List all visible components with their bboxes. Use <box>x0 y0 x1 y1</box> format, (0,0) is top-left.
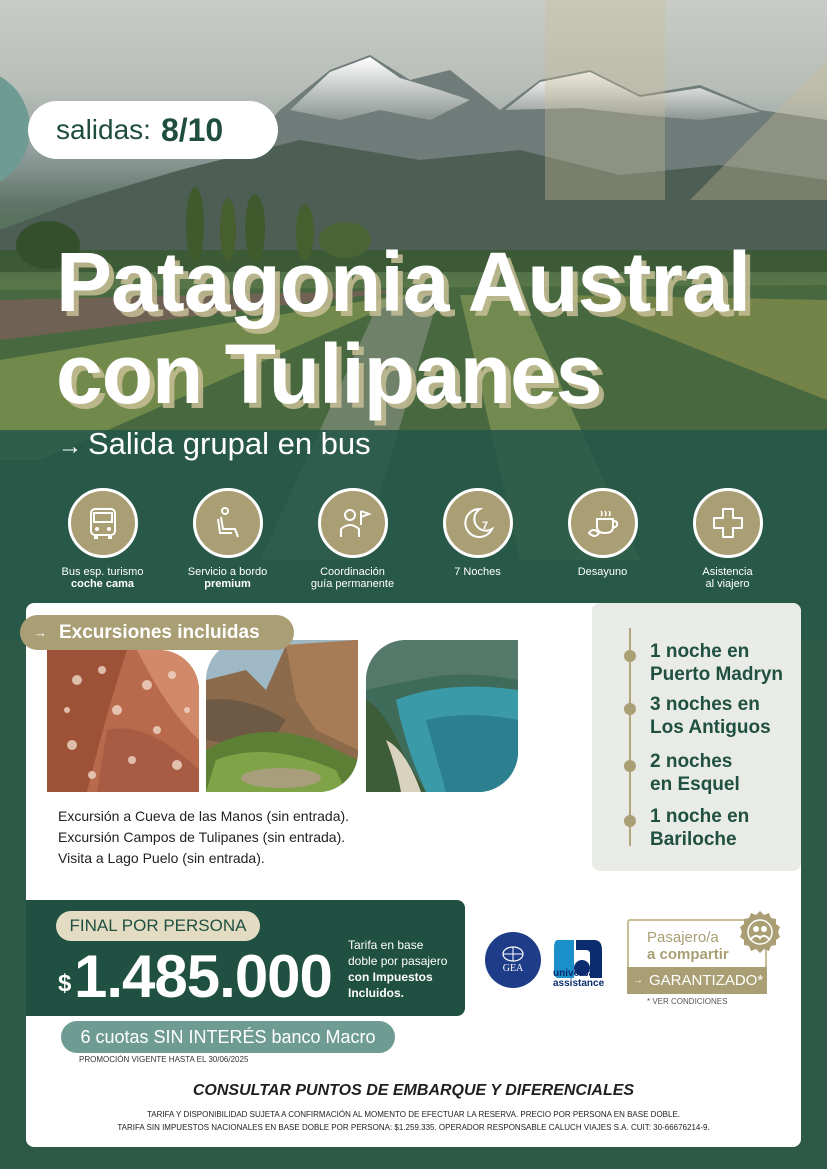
title-line-1: Patagonia Austral <box>56 235 751 329</box>
itinerary-line2: Los Antiguos <box>650 717 771 738</box>
feature-guide-line1: Coordinación <box>320 566 385 578</box>
ver-condiciones: * VER CONDICIONES <box>647 997 728 1006</box>
feature-guide-line2: guía permanente <box>310 578 395 590</box>
decorative-shapes <box>540 0 827 200</box>
list-item: Excursión a Cueva de las Manos (sin entrada). <box>58 808 350 824</box>
feature-nights <box>415 488 540 590</box>
feature-assistance-line2: al viajero <box>705 578 750 590</box>
pasajero-line2: a compartir <box>647 946 729 963</box>
price-note-line: con Impuestos <box>348 970 433 984</box>
cuotas-badge: 6 cuotas SIN INTERÉS banco Macro <box>61 1021 395 1053</box>
seat-icon <box>193 488 263 558</box>
legal-line-2: TARIFA SIN IMPUESTOS NACIONALES EN BASE DOBLE POR PERSONA: $1.259.335. OPERADOR RESPONSABLE CALUCH VIAJES S.A. CUIT: 30-66676214-9. <box>117 1123 710 1132</box>
itinerary-line1: 1 noche en <box>650 641 750 662</box>
features-row <box>40 488 800 590</box>
price-amount: 1.485.000 <box>74 943 332 1010</box>
feature-assistance-line1: Asistencia <box>702 566 753 578</box>
ua-line2: assistance <box>553 978 605 989</box>
feature-guide <box>290 488 415 590</box>
gea-logo-text: GEA <box>502 963 524 974</box>
salidas-badge <box>28 101 278 159</box>
legal-line-1: TARIFA Y DISPONIBILIDAD SUJETA A CONFIRMACIÓN AL MOMENTO DE EFECTUAR LA RESERVA. PRECIO POR PERSONA EN BASE DOBLE. <box>146 1110 681 1119</box>
price-note-line: Incluidos. <box>348 986 405 1000</box>
moon-icon <box>443 488 513 558</box>
list-item: Excursión Campos de Tulipanes (sin entrada). <box>58 829 346 845</box>
timeline-dot <box>624 760 636 772</box>
arrow-right-icon: → <box>58 433 82 460</box>
subtitle <box>58 426 371 462</box>
price-note <box>348 937 447 1001</box>
moon-badge: 7 <box>481 520 488 532</box>
excursiones-label: Excursiones incluidas <box>59 621 260 643</box>
title-line-2: con Tulipanes <box>56 327 602 421</box>
bus-icon <box>68 488 138 558</box>
gea-logo <box>485 932 541 988</box>
itinerary-item <box>624 693 771 739</box>
page-title <box>56 236 816 420</box>
feature-service-line1: Servicio a bordo <box>187 566 268 578</box>
itinerary-item <box>624 640 783 686</box>
price-currency: $ <box>58 970 72 997</box>
excursiones-badge <box>20 615 294 650</box>
arrow-right-icon: → <box>633 975 643 986</box>
feature-bus-line1: Bus esp. turismo <box>61 566 144 578</box>
itinerary-item <box>624 805 749 851</box>
consultar-heading: CONSULTAR PUNTOS DE EMBARQUE Y DIFERENCIALES <box>192 1082 635 1099</box>
promo-validity: PROMOCIÓN VIGENTE HASTA EL 30/06/2025 <box>79 1055 249 1064</box>
price-note-line: doble por pasajero <box>348 954 448 968</box>
salidas-label: salidas: <box>56 114 151 145</box>
itinerary-line1: 3 noches en <box>650 694 760 715</box>
pasajero-line1: Pasajero/a <box>647 929 719 946</box>
feature-breakfast-line1: Desayuno <box>577 566 628 578</box>
timeline-dot <box>624 650 636 662</box>
universal-assistance-text <box>553 969 604 989</box>
excursions-list <box>58 806 349 869</box>
subtitle-text: Salida grupal en bus <box>88 426 371 461</box>
itinerary-line2: en Esquel <box>650 774 740 795</box>
feature-assistance <box>665 488 790 590</box>
itinerary-item <box>624 750 740 796</box>
feature-bus <box>40 488 165 590</box>
timeline-dot <box>624 815 636 827</box>
guide-icon <box>318 488 388 558</box>
itinerary-line1: 2 noches <box>650 751 733 772</box>
feature-bus-line2: coche cama <box>71 578 134 590</box>
garantizado-label: GARANTIZADO* <box>649 972 764 989</box>
itinerary-line1: 1 noche en <box>650 806 750 827</box>
medical-cross-icon <box>693 488 763 558</box>
breakfast-icon <box>568 488 638 558</box>
itinerary-line2: Puerto Madryn <box>650 664 784 685</box>
feature-service <box>165 488 290 590</box>
photo-lago-puelo <box>366 640 518 792</box>
list-item: Visita a Lago Puelo (sin entrada). <box>58 850 265 866</box>
photo-cueva-de-las-manos <box>47 650 199 792</box>
final-por-persona-badge: FINAL POR PERSONA <box>56 911 260 941</box>
garantizado-bar <box>627 967 767 994</box>
guarantee-seal-icon <box>738 910 782 954</box>
price-note-line: Tarifa en base <box>348 938 424 952</box>
timeline-dot <box>624 703 636 715</box>
arrow-right-icon: → <box>34 625 47 640</box>
feature-service-line2: premium <box>204 578 251 590</box>
globe-icon <box>501 946 525 962</box>
salidas-value: 8/10 <box>160 111 224 148</box>
itinerary-line2: Bariloche <box>650 829 737 850</box>
photo-canyon-valley <box>206 640 358 792</box>
feature-nights-line1: 7 Noches <box>454 566 501 578</box>
feature-breakfast <box>540 488 665 590</box>
ua-line1: universal <box>553 968 597 979</box>
